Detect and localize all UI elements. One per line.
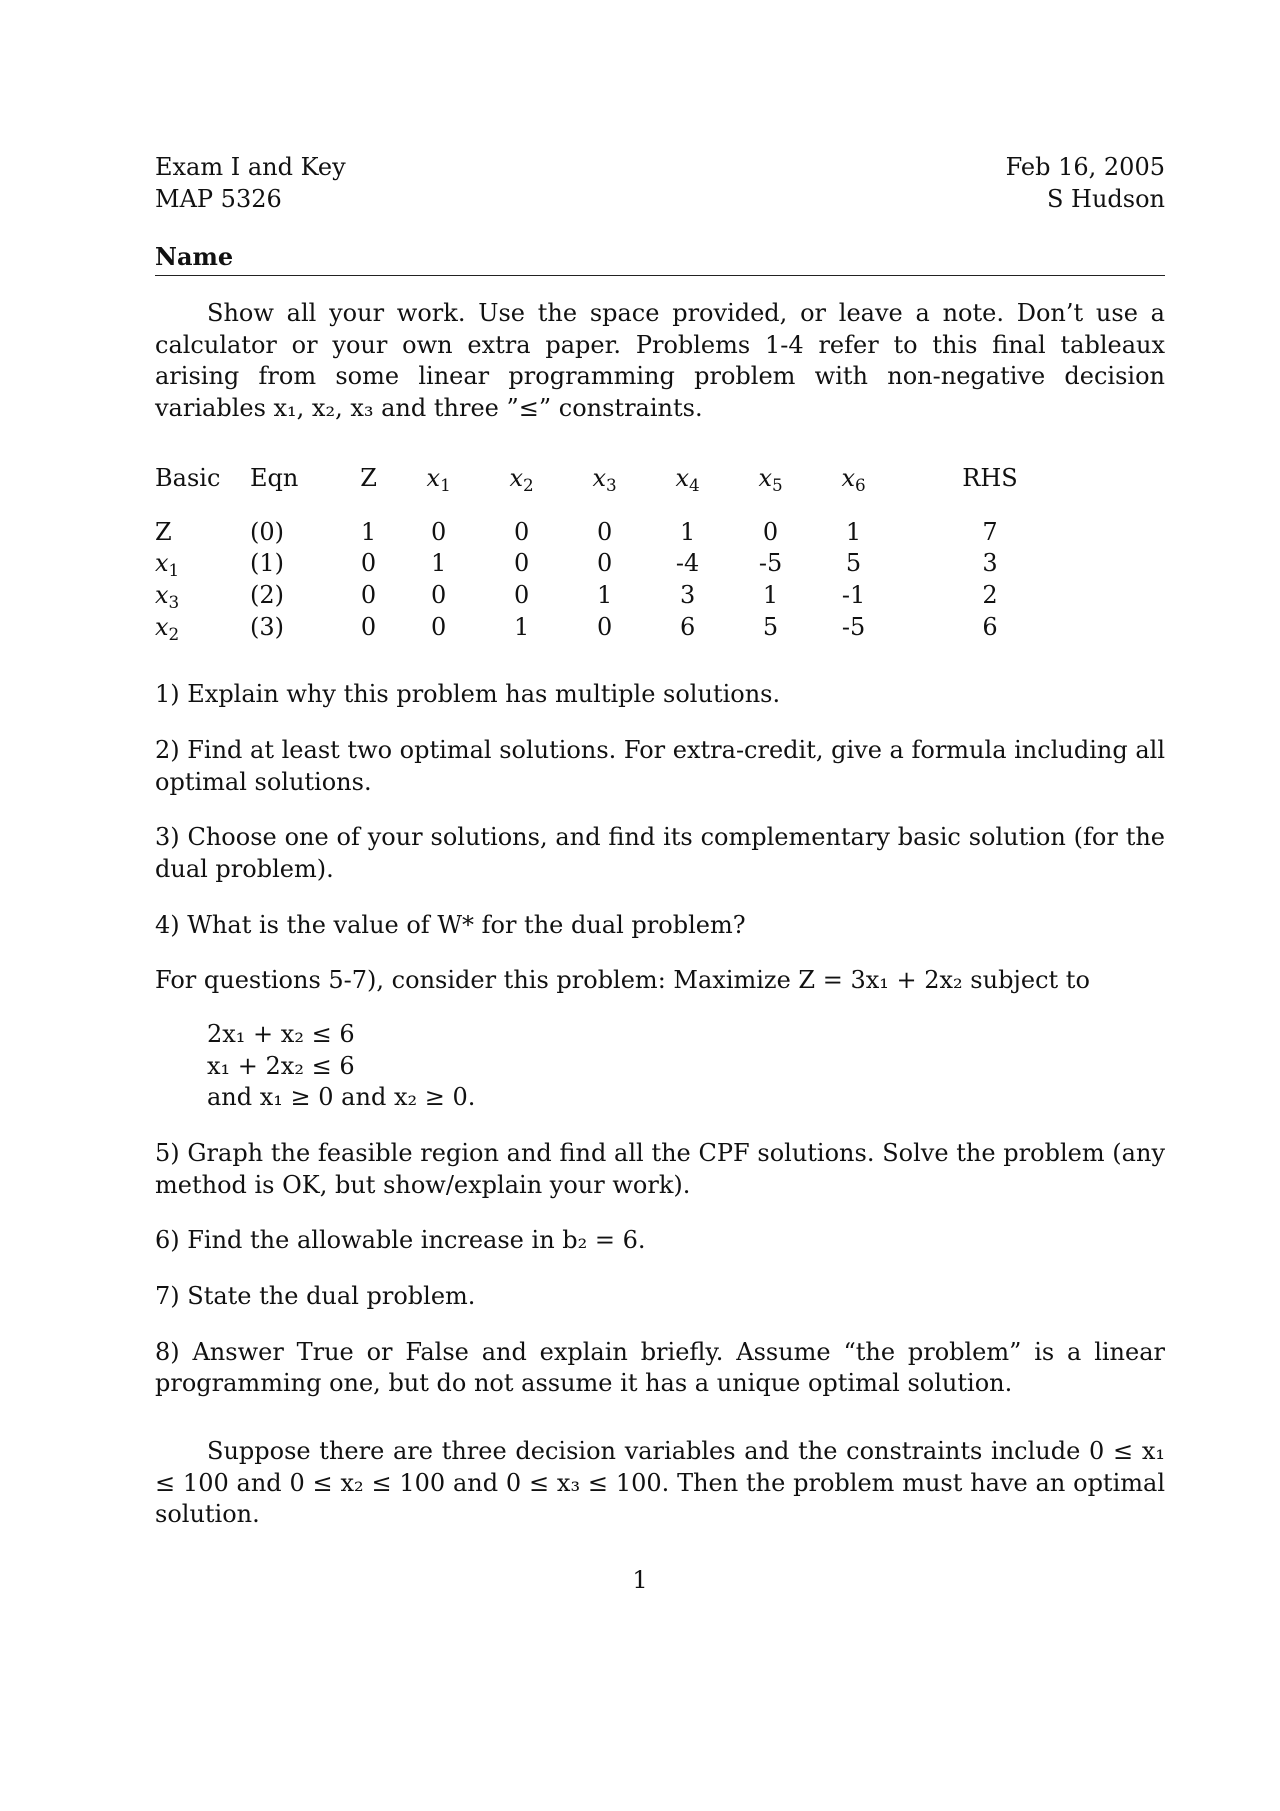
true-false-statement-1: Suppose there are three decision variables and the constraints include 0 ≤ x₁ ≤ 100 and 0 ≤ x₂ ≤ 100 and 0 ≤ x₃ ≤ 100. Then the problem must have an optimal solution. (155, 1437, 1165, 1529)
tableau-header-row (155, 459, 1085, 499)
question-2: 2) Find at least two optimal solutions. For extra-credit, give a formula including all optimal solutions. (155, 736, 1165, 796)
tableau-cell: 0 (430, 612, 447, 641)
tableau-cell: 3 (679, 581, 696, 610)
constraint-2: x₁ + 2x₂ ≤ 6 (207, 1051, 355, 1080)
tableau-cell: $x_2$ (155, 612, 180, 644)
tableau-header-cell: $x_5$ (758, 463, 783, 495)
tableau-row (155, 517, 1085, 549)
tableau-cell: (3) (250, 612, 284, 641)
tableau-spacer (155, 499, 1085, 517)
tableau-cell: $x_1$ (155, 549, 180, 581)
question-5: 5) Graph the feasible region and find all the CPF solutions. Solve the problem (any method is OK, but show/explain your work). (155, 1139, 1165, 1199)
tableau-cell: -5 (758, 549, 783, 578)
question-3: 3) Choose one of your solutions, and find its complementary basic solution (for the dual problem). (155, 823, 1165, 884)
constraint-1: 2x₁ + x₂ ≤ 6 (207, 1020, 355, 1049)
tableau-header-cell: $x_3$ (592, 463, 617, 495)
instructions-paragraph: Show all your work. Use the space provided, or leave a note. Don’t use a calculator or your own extra paper. Problems 1-4 refer to this final tableaux arising from some linear programming problem with non-negative decision variables x₁, x₂, x₃ and three ”≤” constraints. (155, 299, 1165, 423)
tableau-row (155, 580, 1085, 612)
tableau-header-cell: $x_2$ (509, 463, 534, 495)
question-7: 7) State the dual problem. (155, 1282, 476, 1311)
constraint-list (207, 1019, 1165, 1114)
tableau-cell: 6 (679, 612, 696, 641)
tableau-cell: -4 (675, 549, 700, 578)
exam-title: Exam I and Key (155, 153, 346, 181)
tableau-cell: 1 (513, 612, 530, 641)
tableau-cell: 0 (762, 517, 779, 546)
page-number: 1 (632, 1566, 648, 1594)
tableau-cell: 1 (596, 581, 613, 610)
tableau-cell: (1) (250, 549, 284, 578)
tableau-cell: 0 (360, 612, 377, 641)
tableau-header-cell: $x_6$ (841, 463, 866, 495)
tableau-cell: 0 (360, 549, 377, 578)
tableau-cell: 1 (679, 517, 696, 546)
tableau-cell: 0 (596, 549, 613, 578)
questions-5-7-intro: For questions 5-7), consider this problem: Maximize Z = 3x₁ + 2x₂ subject to (155, 966, 1090, 995)
question-8: 8) Answer True or False and explain briefly. Assume “the problem” is a linear programming one, but do not assume it has a unique optimal solution. (155, 1337, 1165, 1398)
tableau-cell: (2) (250, 581, 284, 610)
tableau-header-cell: RHS (962, 463, 1018, 492)
exam-page (155, 152, 1165, 1531)
tableau-cell: 1 (430, 549, 447, 578)
tableau-cell: -1 (841, 581, 866, 610)
question-6: 6) Find the allowable increase in b₂ = 6. (155, 1226, 646, 1255)
nonnegativity-constraint: and x₁ ≥ 0 and x₂ ≥ 0. (207, 1083, 476, 1112)
exam-date: Feb 16, 2005 (1005, 153, 1165, 181)
tableau-cell: 1 (360, 517, 377, 546)
tableau-cell: $x_3$ (155, 581, 180, 613)
tableau-cell: 7 (982, 517, 998, 546)
tableau-header-cell: $x_4$ (675, 463, 700, 495)
course-code: MAP 5326 (155, 184, 282, 213)
tableau-cell: 0 (513, 581, 530, 610)
tableau-cell: 0 (596, 517, 613, 546)
tableau-cell: -5 (841, 612, 866, 641)
tableau-cell: 0 (430, 517, 447, 546)
tableau-row (155, 548, 1085, 580)
header (155, 152, 1165, 215)
tableau-cell: 5 (762, 612, 779, 641)
author: S Hudson (1046, 184, 1165, 213)
tableau-cell: Z (155, 517, 172, 546)
name-field-label: Name (155, 241, 1165, 276)
tableau-header-cell: Z (360, 463, 377, 492)
tableau-cell: 0 (513, 549, 530, 578)
tableau-cell: 0 (430, 581, 447, 610)
tableau-cell: 0 (513, 517, 530, 546)
tableau-header-cell: $x_1$ (426, 463, 451, 495)
tableau-header-cell: Basic (155, 463, 221, 492)
tableau-cell: 6 (982, 612, 998, 641)
tableau-cell: (0) (250, 517, 284, 546)
question-1: 1) Explain why this problem has multiple solutions. (155, 680, 781, 709)
tableau-cell: 5 (845, 549, 862, 578)
simplex-tableau (155, 459, 1085, 644)
tableau-header-cell: Eqn (250, 463, 299, 492)
tableau-row (155, 612, 1085, 644)
tableau-cell: 3 (982, 549, 998, 578)
tableau-cell: 1 (845, 517, 862, 546)
tableau-cell: 0 (596, 612, 613, 641)
tableau-cell: 2 (982, 581, 998, 610)
tableau-cell: 0 (360, 581, 377, 610)
tableau-cell: 1 (762, 581, 779, 610)
question-4: 4) What is the value of W* for the dual problem? (155, 910, 746, 939)
